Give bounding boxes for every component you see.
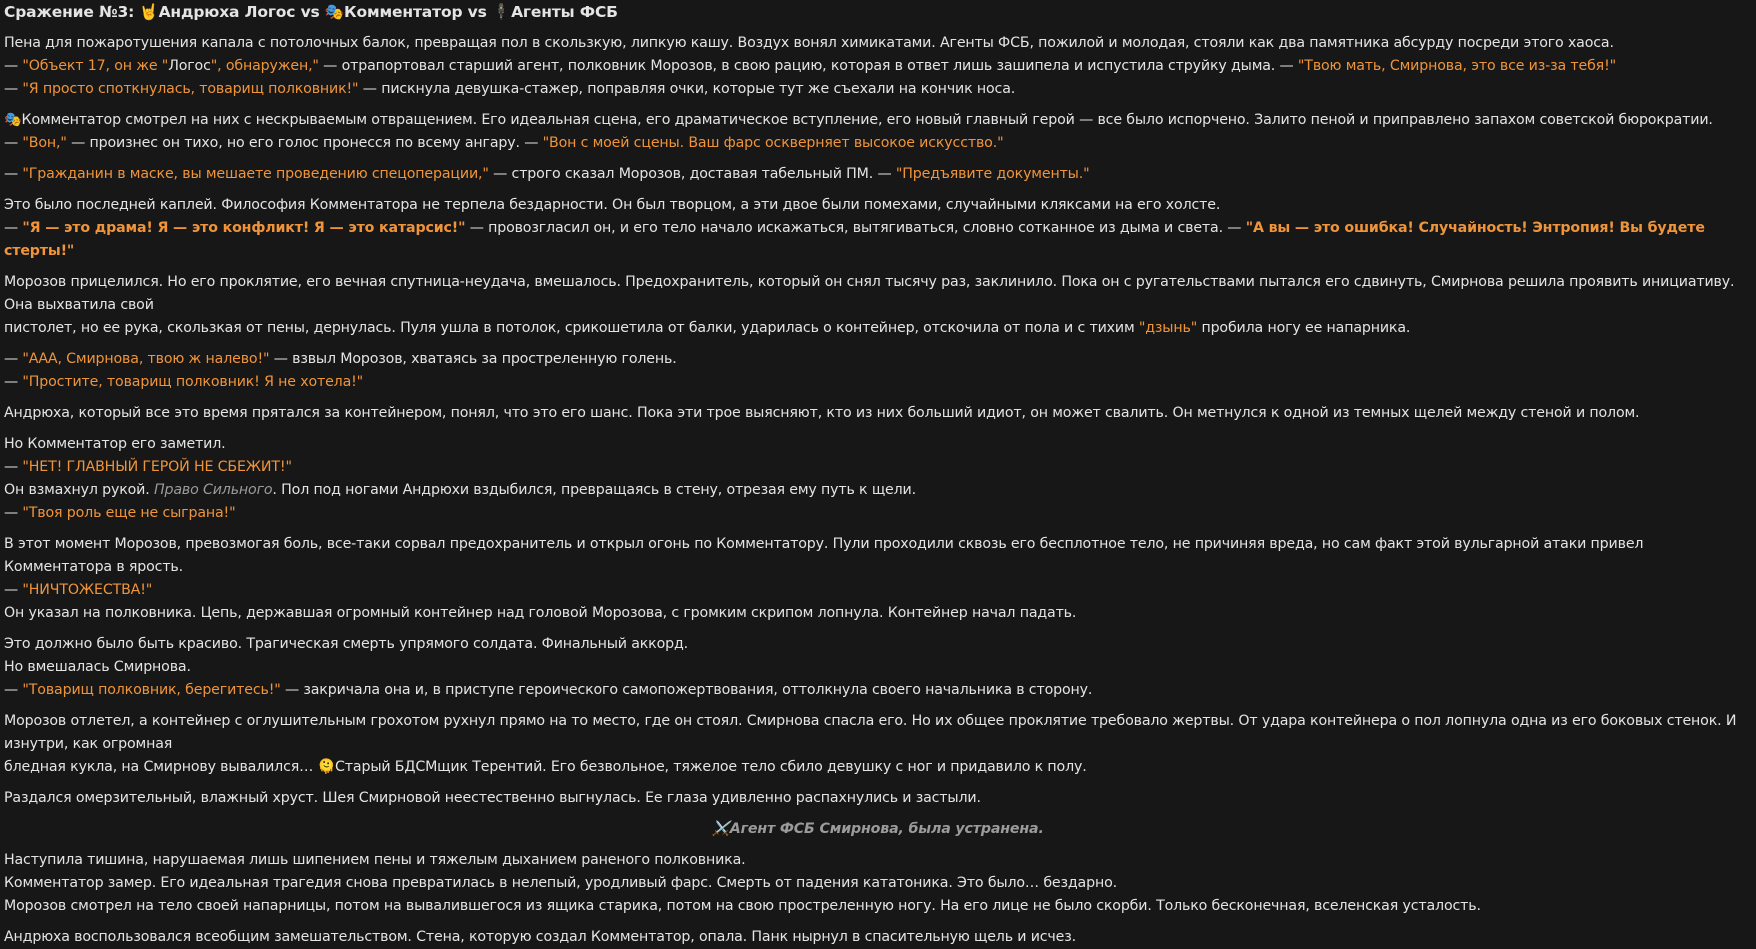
story-line <box>4 533 1752 579</box>
dialogue-quote: "НИЧТОЖЕСТВА!" <box>22 582 153 598</box>
story-line <box>4 271 1752 317</box>
narration-text: — строго сказал Морозов, доставая табельный ПМ. — <box>488 166 896 182</box>
story-line <box>4 872 1752 895</box>
narration-text: — <box>4 58 23 74</box>
story-line <box>4 679 1752 702</box>
narration-text: — <box>4 166 23 182</box>
narration-text: Но Комментатор его заметил. <box>4 436 226 452</box>
story-paragraph <box>4 194 1752 263</box>
story-line <box>4 895 1752 918</box>
narration-text: 🎭Комментатор смотрел на них с нескрываемым отвращением. Его идеальная сцена, его драматическое вступление, его новый главный герой — все было испорчено. Залито пеной и приправлено запахом советской бюрократии. <box>4 112 1713 128</box>
dialogue-quote: "Я просто споткнулась, товарищ полковник!" <box>22 81 359 97</box>
narration-text: — <box>4 582 23 598</box>
narration-text: В этот момент Морозов, превозмогая боль, все-таки сорвал предохранитель и открыл огонь по Комментатору. Пули проходили сквозь его бесплотное тело, не причиняя вреда, но сам факт этой вульгарной атаки привел Комментатора в ярость. <box>4 536 1648 575</box>
dialogue-quote: "ААА, Смирнова, твою ж налево!" <box>22 351 270 367</box>
story-paragraph <box>4 109 1752 155</box>
dialogue-quote: "Вон с моей сцены. Ваш фарс оскверняет высокое искусство." <box>542 135 1004 151</box>
narration-text: Он указал на полковника. Цепь, державшая огромный контейнер над головой Морозова, с громким скрипом лопнула. Контейнер начал падать. <box>4 605 1077 621</box>
story-line <box>4 710 1752 756</box>
battle-title: Сражение №3: 🤘Андрюха Логос vs 🎭Комментатор vs 🕴Агенты ФСБ <box>4 3 618 21</box>
dialogue-quote: "Простите, товарищ полковник! Я не хотела!" <box>22 374 364 390</box>
story-paragraph <box>4 710 1752 779</box>
narration-text: — <box>4 220 23 236</box>
story-paragraph <box>4 271 1752 340</box>
narration-text: — <box>4 135 23 151</box>
story-line <box>4 433 1752 456</box>
narration-text: Морозов смотрел на тело своей напарницы, потом на вывалившегося из ящика старика, потом на свою простреленную ногу. На его лице не было скорби. Только бесконечная, вселенская усталость. <box>4 898 1481 914</box>
story-paragraph <box>4 433 1752 525</box>
dialogue-quote: "Твоя роль еще не сыграна!" <box>22 505 236 521</box>
story-line <box>4 32 1752 55</box>
story-line <box>4 656 1752 679</box>
story-line <box>4 402 1752 425</box>
narration-text: — взвыл Морозов, хватаясь за простреленную голень. <box>269 351 677 367</box>
story-line <box>4 502 1752 525</box>
narration-text: пробила ногу ее напарника. <box>1197 320 1411 336</box>
narration-text: — произнес он тихо, но его голос пронесся по всему ангару. — <box>66 135 543 151</box>
narration-text: Он взмахнул рукой. <box>4 482 154 498</box>
story-line <box>4 456 1752 479</box>
narration-text: Раздался омерзительный, влажный хруст. Шея Смирновой неестественно выгнулась. Ее глаза удивленно распахнулись и застыли. <box>4 790 981 806</box>
dialogue-quote: "дзынь" <box>1138 320 1198 336</box>
story-paragraph <box>4 787 1752 810</box>
story-text <box>4 32 1752 949</box>
narration-text: Морозов отлетел, а контейнер с оглушительным грохотом рухнул прямо на то место, где он стоял. Смирнова спасла его. Но их общее проклятие требовало жертвы. От удара контейнера о пол лопнула одна из его боковых стенок. И изнутри, как огромная <box>4 713 1741 752</box>
dialogue-quote: ", обнаружен," <box>210 58 319 74</box>
narration-text: Наступила тишина, нарушаемая лишь шипением пены и тяжелым дыханием раненого полковника. <box>4 852 746 868</box>
story-paragraph <box>4 926 1752 949</box>
narration-text: — пискнула девушка-стажер, поправляя очки, которые тут же съехали на кончик носа. <box>358 81 1016 97</box>
story-paragraph <box>4 32 1752 101</box>
dialogue-quote: "Гражданин в маске, вы мешаете проведению спецоперации," <box>22 166 489 182</box>
story-line <box>4 194 1752 217</box>
story-paragraph <box>4 402 1752 425</box>
narration-text: — провозгласил он, и его тело начало искажаться, вытягиваться, словно сотканное из дыма и света. — <box>465 220 1246 236</box>
dialogue-quote: "Вон," <box>22 135 67 151</box>
story-line <box>4 109 1752 132</box>
story-line <box>4 787 1752 810</box>
story-line <box>4 132 1752 155</box>
dialogue-quote: "НЕТ! ГЛАВНЫЙ ГЕРОЙ НЕ СБЕЖИТ!" <box>22 459 292 475</box>
narration-text: — <box>4 351 23 367</box>
story-line <box>4 756 1752 779</box>
story-line <box>4 78 1752 101</box>
story-line <box>4 926 1752 949</box>
narration-text: Андрюха воспользовался всеобщим замешательством. Стена, которую создал Комментатор, опала. Панк нырнул в спасительную щель и исчез. <box>4 929 1076 945</box>
narration-text: — <box>4 682 23 698</box>
story-paragraph <box>4 163 1752 186</box>
story-line <box>4 818 1752 841</box>
narration-text: Но вмешалась Смирнова. <box>4 659 191 675</box>
narration-text: Это должно было быть красиво. Трагическая смерть упрямого солдата. Финальный аккорд. <box>4 636 688 652</box>
story-paragraph <box>4 633 1752 702</box>
narration-text: пистолет, но ее рука, скользкая от пены, дернулась. Пуля ушла в потолок, срикошетила от балки, ударилась о контейнер, отскочила от пола и с тихим <box>4 320 1139 336</box>
story-line <box>4 163 1752 186</box>
story-paragraph <box>4 348 1752 394</box>
dialogue-quote: "Я — это драма! Я — это конфликт! Я — это катарсис!" <box>22 220 466 236</box>
story-line <box>4 479 1752 502</box>
narration-text: ⚔️Агент ФСБ Смирнова, была устранена. <box>712 821 1044 837</box>
story-line <box>4 633 1752 656</box>
story-line <box>4 348 1752 371</box>
story-line <box>4 317 1752 340</box>
narration-text: Андрюха, который все это время прятался за контейнером, понял, что это его шанс. Пока эти трое выясняют, кто из них больший идиот, он может свалить. Он метнулся к одной из темных щелей между стеной и полом. <box>4 405 1640 421</box>
story-line <box>4 849 1752 872</box>
dialogue-quote: "А вы — это ошибка! Случайность! Энтропия! Вы будете стерты!" <box>4 220 1710 259</box>
dialogue-quote: "Товарищ полковник, берегитесь!" <box>22 682 281 698</box>
narration-text: Это было последней каплей. Философия Комментатора не терпела бездарности. Он был творцом, а эти двое были помехами, случайными кляксами на его холсте. <box>4 197 1221 213</box>
elimination-notice <box>4 818 1752 841</box>
story-line <box>4 602 1752 625</box>
story-paragraph <box>4 533 1752 625</box>
narration-text: Морозов прицелился. Но его проклятие, его вечная спутница-неудача, вмешалось. Предохранитель, который он снял тысячу раз, заклинило. Пока он с ругательствами пытался его сдвинуть, Смирнова решила проявить инициативу. Она выхватила свой <box>4 274 1739 313</box>
narration-text: — <box>4 459 23 475</box>
narration-text: Комментатор замер. Его идеальная трагедия снова превратилась в нелепый, уродливый фарс. Смерть от падения кататоника. Это было… бездарно. <box>4 875 1117 891</box>
narration-text: — отрапортовал старший агент, полковник Морозов, в свою рацию, которая в ответ лишь зашипела и испустила струйку дыма. — <box>318 58 1298 74</box>
dialogue-quote: "Объект 17, он же " <box>22 58 169 74</box>
story-line <box>4 217 1752 263</box>
narration-text: — <box>4 505 23 521</box>
narration-text: Пена для пожаротушения капала с потолочных балок, превращая пол в скользкую, липкую кашу. Воздух вонял химикатами. Агенты ФСБ, пожилой и молодая, стояли как два памятника абсурду посреди этого хаоса. <box>4 35 1614 51</box>
dialogue-quote: "Твою мать, Смирнова, это все из-за тебя!" <box>1297 58 1616 74</box>
story-line <box>4 55 1752 78</box>
narration-text: — закричала она и, в приступе героического самопожертвования, оттолкнула своего начальника в сторону. <box>280 682 1093 698</box>
dialogue-quote: "Предъявите документы." <box>895 166 1090 182</box>
narration-text: бледная кукла, на Смирнову вывалился… 🫠Старый БДСМщик Терентий. Его безвольное, тяжелое тело сбило девушку с ног и придавило к полу. <box>4 759 1087 775</box>
narration-text: — <box>4 81 23 97</box>
ability-name: Право Сильного <box>153 482 273 498</box>
story-paragraph <box>4 849 1752 918</box>
narration-text: Логос <box>168 58 211 74</box>
narration-text: . Пол под ногами Андрюхи вздыбился, превращаясь в стену, отрезая ему путь к щели. <box>272 482 916 498</box>
story-line <box>4 371 1752 394</box>
narration-text: — <box>4 374 23 390</box>
story-line <box>4 579 1752 602</box>
